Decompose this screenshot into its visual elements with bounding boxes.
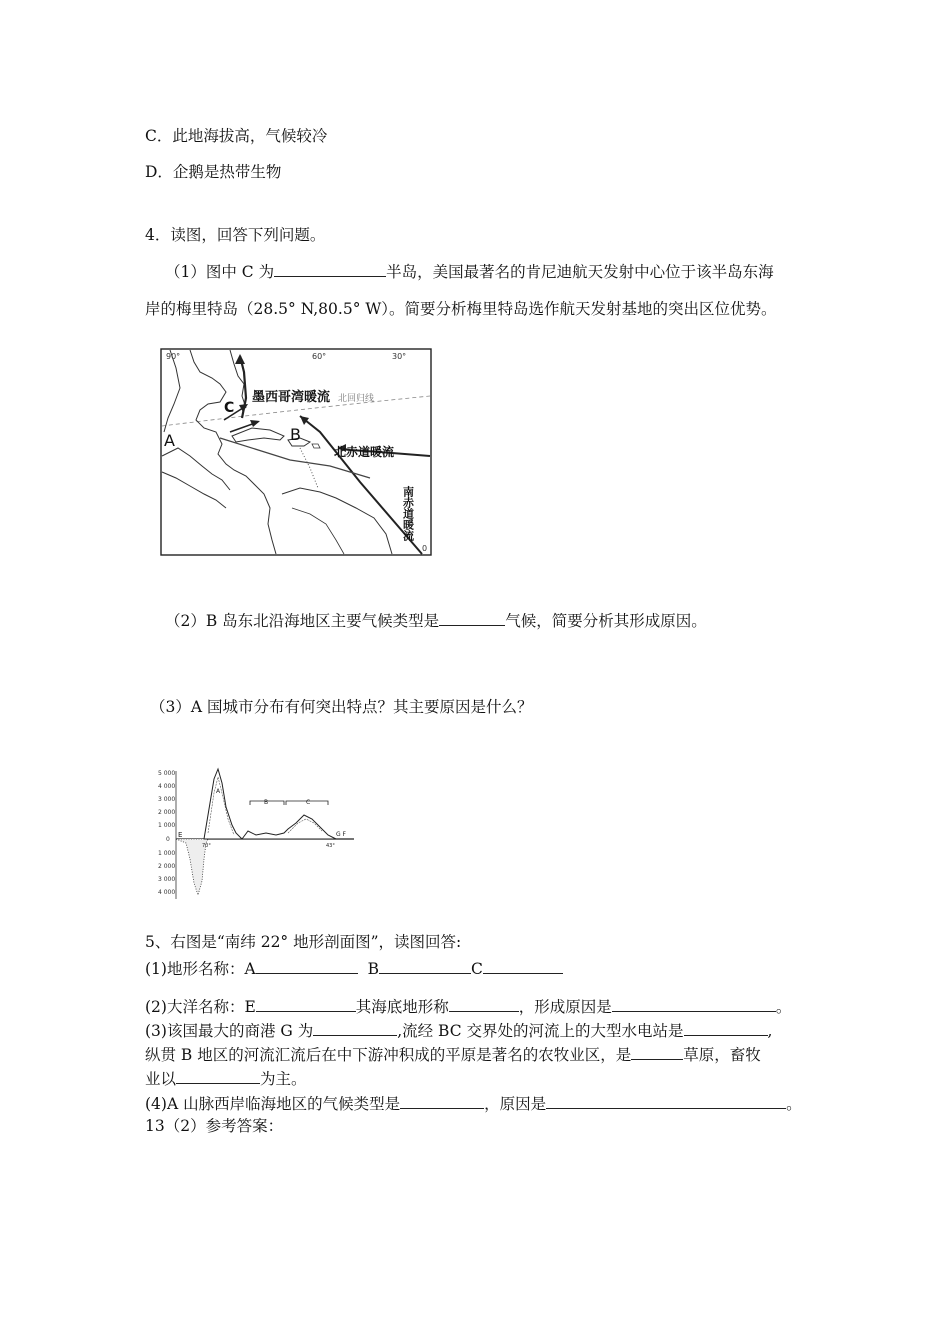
q4-p2-text-b: 气候，简要分析其形成原因。 — [505, 612, 707, 630]
profile-lon-70: 70° — [202, 843, 211, 849]
y-tick-2000: 2 000 — [158, 809, 176, 816]
question-5-line-2 — [145, 996, 791, 1017]
profile-label-b: B — [264, 799, 269, 806]
q4-p1-text-c: 岸的梅里特岛（28.5° N,80.5° W）。简要分析梅里特岛选作航天发射基地的突出区位优势。 — [145, 300, 777, 318]
answer-blank[interactable] — [684, 1020, 768, 1036]
q5-l1-c: C — [471, 960, 483, 978]
answer-blank[interactable] — [256, 996, 356, 1012]
q5-l2-a: (2)大洋名称：E — [145, 998, 256, 1016]
y-tick-neg3000: 3 000 — [158, 876, 176, 883]
answer-blank[interactable] — [256, 958, 358, 974]
q4-p1-text-a: （1）图中 C 为 — [165, 263, 275, 281]
question-5-line-4 — [145, 1044, 761, 1065]
q5-l5-a: 业以 — [145, 1070, 177, 1088]
y-tick-5000: 5 000 — [158, 770, 176, 777]
y-tick-3000: 3 000 — [158, 796, 176, 803]
profile-label-c: C — [306, 799, 311, 806]
answer-blank[interactable] — [176, 1068, 260, 1084]
terrain-profile-figure — [148, 763, 358, 903]
lon-60-label: 60° — [312, 352, 327, 361]
q5-l3-a: (3)该国最大的商港 G 为 — [145, 1022, 314, 1040]
question-5-stem: 5、右图是“南纬 22° 地形剖面图”，读图回答: — [145, 933, 462, 951]
answer-blank[interactable] — [449, 996, 519, 1012]
q5-l1-b: B — [367, 960, 380, 978]
question-4-stem: 4．读图，回答下列问题。 — [145, 226, 326, 244]
y-tick-1000: 1 000 — [158, 822, 176, 829]
question-5-line-3 — [145, 1020, 772, 1041]
answer-blank[interactable] — [631, 1044, 683, 1060]
q5-l6-c: 。 — [786, 1095, 802, 1113]
q5-l3-b: ,流经 BC 交界处的河流上的大型水电站是 — [397, 1022, 684, 1040]
q5-l4-b: 草原，畜牧 — [683, 1046, 761, 1064]
lon-90-label: 90° — [166, 352, 181, 361]
map-label-a: A — [164, 431, 175, 450]
question-5-line-5 — [145, 1068, 307, 1089]
option-c: C．此地海拔高，气候较冷 — [145, 127, 328, 145]
q5-l4-a: 纵贯 B 地区的河流汇流后在中下游冲积成的平原是著名的农牧业区，是 — [145, 1046, 632, 1064]
answer-blank[interactable] — [439, 610, 505, 626]
y-tick-0: 0 — [166, 836, 170, 843]
q5-l2-c: ，形成原因是 — [518, 998, 612, 1016]
y-tick-neg1000: 1 000 — [158, 850, 176, 857]
answer-blank[interactable] — [400, 1093, 484, 1109]
answer-blank[interactable] — [274, 261, 386, 277]
gulf-stream-label: 墨西哥湾暖流 — [252, 390, 331, 405]
answer-key-heading: 13（2）参考答案： — [145, 1117, 284, 1135]
q5-l2-d: 。 — [775, 998, 792, 1016]
question-4-part-3: （3）A 国城市分布有何突出特点？其主要原因是什么？ — [150, 698, 533, 716]
y-tick-neg2000: 2 000 — [158, 863, 176, 870]
answer-blank[interactable] — [483, 958, 563, 974]
profile-label-a: A — [216, 788, 221, 795]
profile-lon-43: 43° — [326, 843, 335, 849]
answer-blank[interactable] — [313, 1020, 397, 1036]
profile-label-gf: G F — [336, 831, 347, 838]
q5-l2-b: 其海底地形称 — [355, 998, 449, 1016]
answer-blank[interactable] — [379, 958, 471, 974]
tropic-label: 北回归线 — [338, 394, 375, 404]
question-5-line-1 — [145, 958, 563, 979]
question-4-part-1 — [165, 261, 774, 282]
q4-p2-text-a: （2）B 岛东北沿海地区主要气候类型是 — [165, 612, 440, 630]
answer-blank[interactable] — [546, 1093, 786, 1109]
q5-l3-c: , — [767, 1022, 773, 1040]
q5-l1-a: (1)地形名称：A — [145, 960, 256, 978]
caribbean-ocean-current-map — [160, 348, 432, 556]
south-equatorial-current-label: 南赤道暖流 — [401, 486, 415, 541]
profile-label-e: E — [178, 831, 183, 839]
zero-label: 0 — [422, 544, 428, 553]
map-label-c: C — [224, 400, 235, 416]
lon-30-label: 30° — [392, 352, 407, 361]
y-tick-neg4000: 4 000 — [158, 889, 176, 896]
north-equatorial-current-label: 北赤道暖流 — [334, 445, 395, 459]
map-label-b: B — [290, 425, 301, 444]
q4-p1-text-b: 半岛，美国最著名的肯尼迪航天发射中心位于该半岛东海 — [386, 263, 774, 281]
y-tick-4000: 4 000 — [158, 783, 176, 790]
q5-l5-b: 为主。 — [260, 1070, 307, 1088]
profile-svg — [148, 763, 358, 903]
question-4-part-2 — [165, 610, 707, 631]
question-5-line-6 — [145, 1093, 802, 1114]
option-d: D．企鹅是热带生物 — [145, 163, 282, 181]
q5-l6-b: ，原因是 — [484, 1095, 547, 1113]
map-svg — [160, 348, 432, 556]
answer-blank[interactable] — [612, 996, 776, 1012]
q5-l6-a: (4)A 山脉西岸临海地区的气候类型是 — [145, 1095, 401, 1113]
